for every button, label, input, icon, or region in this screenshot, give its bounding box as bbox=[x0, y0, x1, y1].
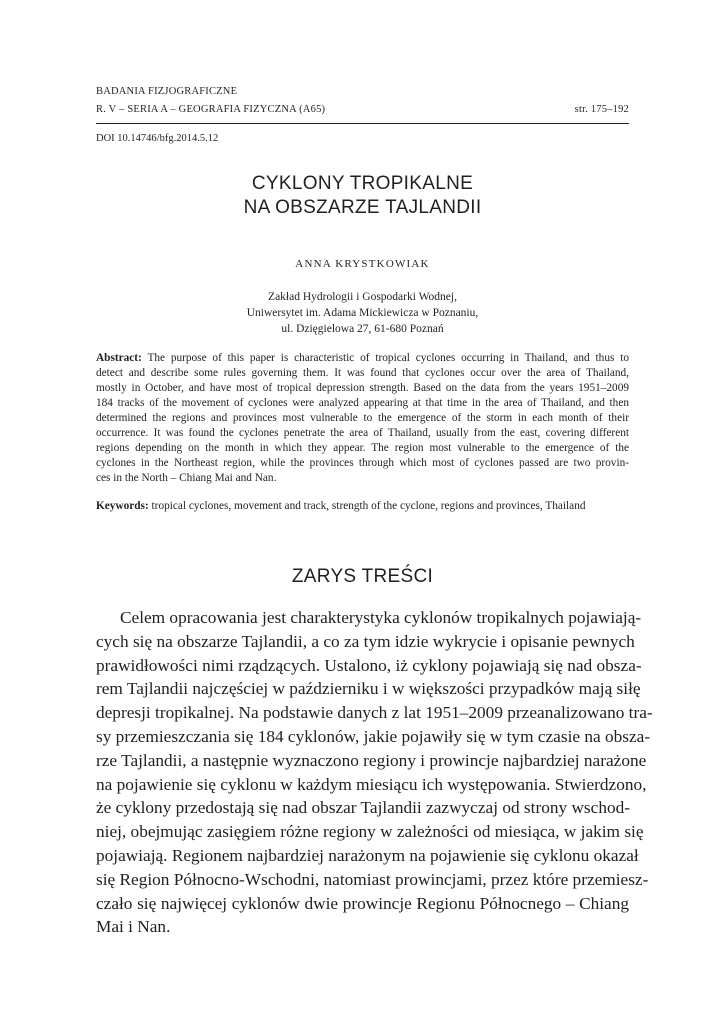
keywords-label: Keywords: bbox=[96, 500, 149, 512]
body-line: się Region Północno-Wschodni, natomiast prowincjami, przez które przemiesz- bbox=[96, 869, 649, 889]
body-line: prawidłowości nimi rządzących. Ustalono, iż cyklony pojawiają się nad obsza- bbox=[96, 655, 642, 675]
page-range: str. 175–192 bbox=[574, 104, 629, 115]
journal-name: BADANIA FIZJOGRAFICZNE bbox=[96, 86, 238, 97]
body-line: Celem opracowania jest charakterystyka cyklonów tropikalnych pojawiają- bbox=[120, 608, 642, 627]
abstract-line: mostly in October, and have most of tropical depression strength. Based on the data from the years 1951–2009 bbox=[96, 382, 629, 394]
author-name: ANNA KRYSTKOWIAK bbox=[295, 258, 430, 270]
section-heading: ZARYS TREŚCI bbox=[291, 566, 434, 587]
abstract-line: ces in the North – Chiang Mai and Nan. bbox=[96, 472, 277, 484]
keywords-text: tropical cyclones, movement and track, strength of the cyclone, regions and provinces, Thailand bbox=[148, 500, 586, 512]
abstract-line: determined the regions and provinces most vulnerable to the emergence of the storm in each month of their bbox=[96, 412, 629, 424]
body-line: na pojawienie się cyklonu w każdym miesiącu ich występowania. Stwierdzono, bbox=[96, 774, 647, 794]
body-line: pojawiają. Regionem najbardziej narażonym na pojawienie się cyklonu okazał bbox=[96, 845, 639, 865]
series-info: R. V – SERIA A – GEOGRAFIA FIZYCZNA (A65) bbox=[96, 104, 326, 115]
header-divider bbox=[96, 123, 629, 124]
body-line: cych się na obszarze Tajlandii, a co za tym idzie wykrycie i opisanie pewnych bbox=[96, 631, 635, 651]
abstract-line: occurrence. It was found the cyclones penetrate the area of Thailand, usually from the east, covering different bbox=[96, 427, 629, 439]
abstract-line: regions depending on the month in which they appear. The region most vulnerable to the emergence of the bbox=[96, 442, 629, 454]
body-line: sy przemieszczania się 184 cyklonów, jakie pojawiły się w tym czasie na obsza- bbox=[96, 726, 651, 746]
affiliation-line-1: Zakład Hydrologii i Gospodarki Wodnej, bbox=[268, 291, 457, 303]
body-line: że cyklony przedostają się nad obszar Tajlandii zazwyczaj od strony wschod- bbox=[96, 798, 630, 818]
body-line: niej, obejmując zasięgiem różne regiony w zależności od miesiąca, w jakim się bbox=[96, 822, 644, 842]
body-line: Mai i Nan. bbox=[96, 917, 171, 937]
abstract-line: detect and describe some rules governing them. It was found that cyclones occur over the area of Thailand, bbox=[96, 367, 629, 379]
abstract-line: Abstract: The purpose of this paper is characteristic of tropical cyclones occurring in Thailand, and thus to bbox=[96, 352, 629, 364]
abstract-line: 184 tracks of the movement of cyclones were analyzed appearing at that time in the area of Thailand, and then bbox=[96, 397, 629, 409]
abstract bbox=[96, 351, 629, 486]
body-line: czało się najwięcej cyklonów dwie prowincje Regionu Północnego – Chiang bbox=[96, 893, 629, 913]
section-body bbox=[96, 606, 653, 939]
affiliation-line-2: Uniwersytet im. Adama Mickiewicza w Poznaniu, bbox=[246, 307, 479, 319]
title-line-2: NA OBSZARZE TAJLANDII bbox=[243, 197, 482, 218]
affiliation-line-3: ul. Dzięgielowa 27, 61-680 Poznań bbox=[281, 323, 444, 335]
keywords bbox=[96, 499, 629, 514]
title-line-1: CYKLONY TROPIKALNE bbox=[251, 173, 474, 194]
series-row bbox=[96, 104, 629, 115]
doi-text: DOI 10.14746/bfg.2014.5.12 bbox=[96, 133, 219, 144]
abstract-label: Abstract: bbox=[96, 352, 142, 364]
abstract-line: cyclones in the Northeast region, while the provinces through which most of cyclones passed are two provin- bbox=[96, 457, 629, 469]
body-line: depresji tropikalnej. Na podstawie danych z lat 1951–2009 przeanalizowano tra- bbox=[96, 703, 653, 723]
body-line: rze Tajlandii, a następnie wyznaczono regiony i prowincje najbardziej narażone bbox=[96, 750, 647, 770]
body-line: rem Tajlandii najczęściej w październiku i w większości przypadków mają siłę bbox=[96, 679, 641, 699]
